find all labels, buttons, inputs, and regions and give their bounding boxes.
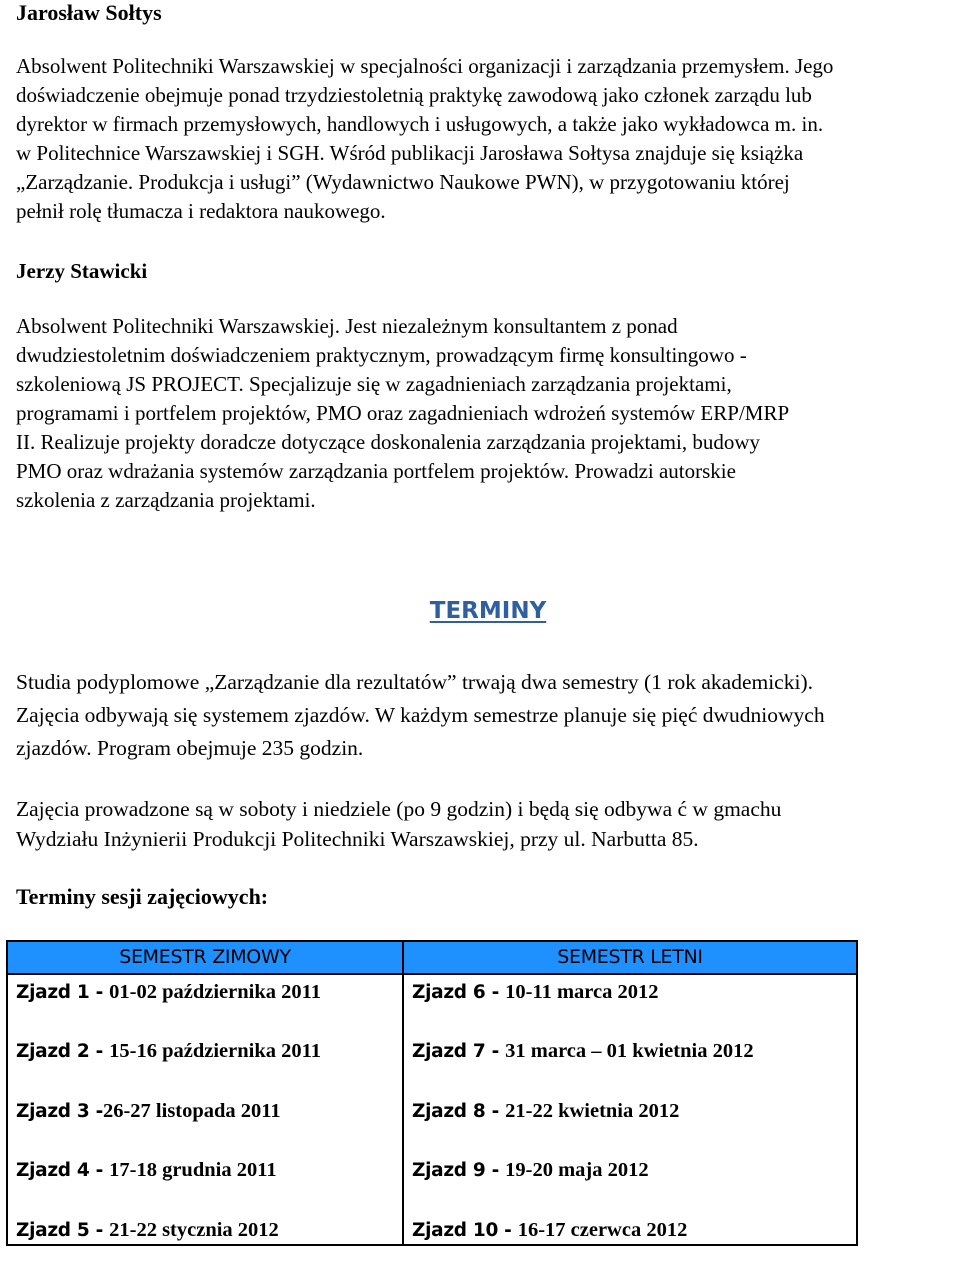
session-date: 31 marca – 01 kwietnia 2012 <box>505 1040 754 1063</box>
bio-line: dyrektor w firmach przemysłowych, handlowych i usługowych, a także jako wykładowca m. in. <box>16 112 824 136</box>
column-divider <box>402 942 404 1244</box>
session-entry <box>412 1153 754 1212</box>
winter-sessions <box>16 975 321 1272</box>
bio-line: szkolenia z zarządzania projektami. <box>16 488 316 512</box>
person-name-stawicki: Jerzy Stawicki <box>16 259 148 283</box>
session-entry <box>16 1213 321 1272</box>
session-date: 19-20 maja 2012 <box>505 1159 649 1182</box>
session-label: Zjazd 9 - <box>412 1160 506 1182</box>
bio-soltys <box>16 52 946 226</box>
location-info <box>16 794 960 854</box>
session-label: Zjazd 10 - <box>412 1219 518 1241</box>
session-date: 26-27 listopada 2011 <box>102 1099 281 1122</box>
session-label: Zjazd 3 - <box>16 1100 103 1122</box>
info-line: zjazdów. Program obejmuje 235 godzin. <box>16 736 364 760</box>
bio-line: Absolwent Politechniki Warszawskiej. Jest niezależnym konsultantem z ponad <box>16 314 678 338</box>
sessions-table <box>6 940 858 1246</box>
session-entry <box>412 1213 754 1272</box>
session-label: Zjazd 5 - <box>16 1219 110 1241</box>
winter-semester-header: SEMESTR ZIMOWY <box>8 942 402 975</box>
bio-line: „Zarządzanie. Produkcja i usługi” (Wydawnictwo Naukowe PWN), w przygotowaniu której <box>16 170 790 194</box>
session-date: 21-22 stycznia 2012 <box>109 1218 279 1241</box>
bio-stawicki <box>16 312 946 515</box>
summer-sessions <box>412 975 754 1272</box>
bio-line: programami i portfelem projektów, PMO oraz zagadnieniach wdrożeń systemów ERP/MRP <box>16 401 790 425</box>
session-date: 17-18 grudnia 2011 <box>109 1159 277 1182</box>
bio-line: dwudziestoletnim doświadczeniem praktycznym, prowadzącym firmę konsultingowo - <box>16 343 747 367</box>
session-entry <box>16 1094 321 1153</box>
session-entry <box>16 1034 321 1093</box>
info-line: Zajęcia prowadzone są w soboty i niedziele (po 9 godzin) i będą się odbywa ć w gmachu <box>16 797 782 821</box>
info-line: Wydziału Inżynierii Produkcji Politechniki Warszawskiej, przy ul. Narbutta 85. <box>16 827 699 851</box>
session-entry <box>16 1153 321 1212</box>
session-label: Zjazd 2 - <box>16 1041 110 1063</box>
session-label: Zjazd 4 - <box>16 1160 110 1182</box>
bio-line: doświadczenie obejmuje ponad trzydziestoletnią praktykę zawodową jako członek zarządu lub <box>16 83 812 107</box>
session-label: Zjazd 1 - <box>16 982 110 1003</box>
session-date: 15-16 października 2011 <box>109 1040 321 1063</box>
session-label: Zjazd 8 - <box>412 1100 506 1122</box>
study-info <box>16 666 960 765</box>
session-date: 16-17 czerwca 2012 <box>517 1218 688 1241</box>
session-label: Zjazd 7 - <box>412 1041 506 1063</box>
session-entry <box>412 1094 754 1153</box>
session-date: 21-22 kwietnia 2012 <box>505 1099 680 1122</box>
session-label: Zjazd 6 - <box>412 982 506 1003</box>
section-title-terminy: TERMINY <box>429 598 547 624</box>
session-date: 01-02 października 2011 <box>109 981 321 1003</box>
bio-line: Absolwent Politechniki Warszawskiej w specjalności organizacji i zarządzania przemysłem. Jego <box>16 54 834 78</box>
person-name-soltys: Jarosław Sołtys <box>16 0 162 25</box>
bio-line: szkoleniową JS PROJECT. Specjalizuje się w zagadnieniach zarządzania projektami, <box>16 372 732 396</box>
session-date: 10-11 marca 2012 <box>505 981 659 1003</box>
session-entry <box>412 975 754 1034</box>
bio-line: pełnił rolę tłumacza i redaktora naukowego. <box>16 199 386 223</box>
session-entry <box>16 975 321 1034</box>
bio-line: PMO oraz wdrażania systemów zarządzania portfelem projektów. Prowadzi autorskie <box>16 459 736 483</box>
bio-line: w Politechnice Warszawskiej i SGH. Wśród publikacji Jarosława Sołtysa znajduje się książka <box>16 141 804 165</box>
info-line: Zajęcia odbywają się systemem zjazdów. W każdym semestrze planuje się pięć dwudniowych <box>16 703 825 727</box>
bio-line: II. Realizuje projekty doradcze dotyczące doskonalenia zarządzania projektami, budowy <box>16 430 760 454</box>
info-line: Studia podyplomowe „Zarządzanie dla rezultatów” trwają dwa semestry (1 rok akademicki). <box>16 670 813 694</box>
summer-semester-header: SEMESTR LETNI <box>404 942 856 975</box>
session-entry <box>412 1034 754 1093</box>
sessions-heading: Terminy sesji zajęciowych: <box>16 884 269 909</box>
